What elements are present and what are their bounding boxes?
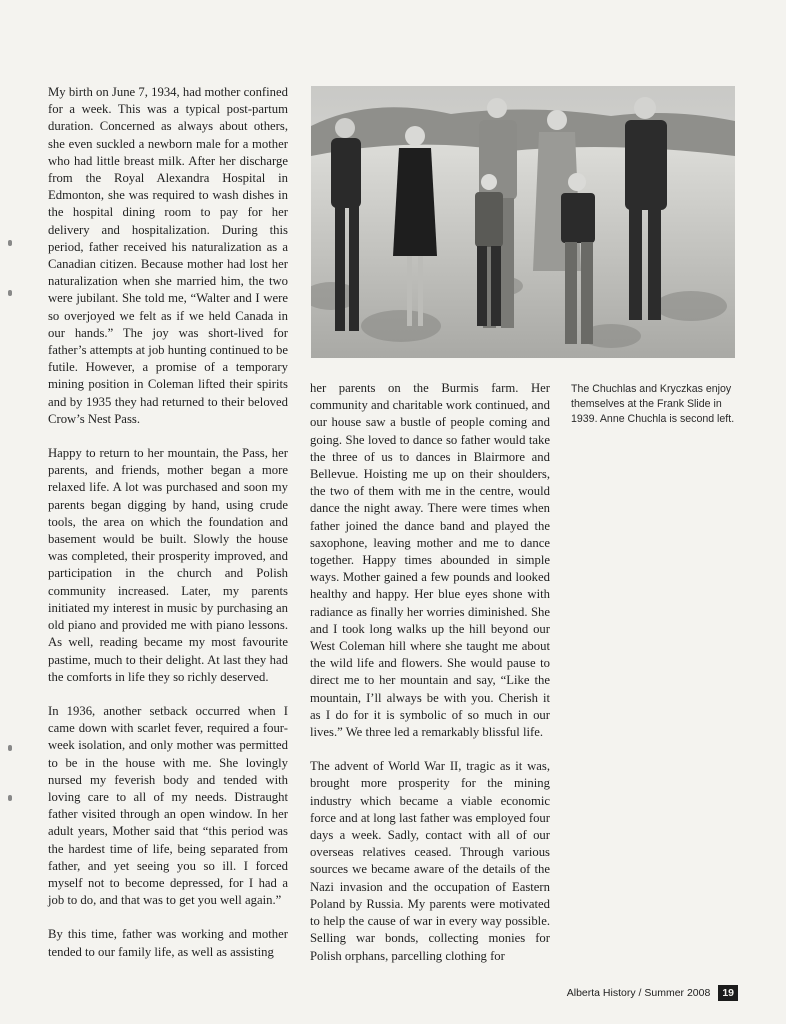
paragraph: Happy to return to her mountain, the Pass, her parents, and friends, mother began a more relaxed life. A lot was purchased and soon my parents began digging by hand, using crude tools, the area on which the foundation and basement would be built. Slowly the house was completed, their prosperity improved, and participation in the church and Polish community increased. Later, my parents initiated my interest in music by purchasing an old piano and provided me with piano lessons. As well, reading became my most favourite pastime, much to their delight. At last they had the comforts in life they so richly deserved. — [48, 446, 288, 684]
scan-mark — [8, 745, 12, 751]
scan-mark — [8, 290, 12, 296]
paragraph: My birth on June 7, 1934, had mother confined for a week. This was a typical post-partum duration. Concerned as always about others, she even suckled a newborn male for a mother who had little breast milk. After her discharge from the Royal Alexandra Hospital in Edmonton, she was required to wash dishes in the hospital dining room to pay for her delivery and hospitalization. During this period, father received his naturalization as a Canadian citizen. Because mother had lost her naturalization when she married him, the two were jubilant. She told me, “Walter and I were so overjoyed we felt as if we held Canada in our hands.” The joy was short-lived for father’s attempts at job hunting continued to be futile. However, a promise of a temporary mining position in Coleman lifted their spirits and by 1935 they had returned to their beloved Crow’s Nest Pass. — [48, 85, 288, 426]
page-number: 19 — [718, 985, 738, 1001]
paragraph: In 1936, another setback occurred when I came down with scarlet fever, required a four-week isolation, and only mother was permitted to be in the house with me. She lovingly nursed my feverish body and tended with loving care to all of my needs. Distraught father visited through an open window. In her adult years, Mother said that “this period was the hardest time of life, being separated from father, and yet seeing you so ill. I forced myself not to become depressed, for I had a job to do, and that was to get you well again.” — [48, 703, 288, 908]
article-column-2 — [310, 380, 550, 982]
paragraph: The advent of World War II, tragic as it was, brought more prosperity for the mining industry which became a viable economic force and at long last father was employed four days a week. Sadly, contact with all of our overseas relatives ceased. Through various sources we became aware of the details of the Nazi invasion and the occupation of Eastern Poland by Russia. My parents were motivated to help the cause of war in every way possible. Selling war bonds, collecting monies for Polish orphans, parcelling clothing for — [310, 759, 550, 963]
paragraph: her parents on the Burmis farm. Her community and charitable work continued, and our house saw a bustle of people coming and going. She loved to dance so father would take the three of us to dances in Blairmore and Bellevue. Hoisting me up on their shoulders, the two of them with me in the centre, would dance the night away. There were times when father joined the dance band and played the saxophone, leaving mother and me to dance together. Happy times abounded in simple ways. Mother gained a few pounds and looked healthy and happy. Her blue eyes shone with radiance as finally her worries diminished. She and I took long walks up the hill beyond our West Coleman hill where she taught me about the wild life and flowers. She would pause to direct me to her mountain and say, “Like the mountain, I’ll always be with you. Cherish it as I do for it is symbolic of so much in our lives.” We three led a remarkably blissful life. — [310, 381, 550, 740]
scan-mark — [8, 795, 12, 801]
photo-caption: The Chuchlas and Kryczkas enjoy themselves at the Frank Slide in 1939. Anne Chuchla is second left. — [571, 383, 735, 426]
page-footer — [567, 985, 738, 1001]
scan-mark — [8, 240, 12, 246]
publication-label: Alberta History / Summer 2008 — [566, 987, 711, 999]
paragraph: By this time, father was working and mother tended to our family life, as well as assisting — [48, 927, 288, 959]
family-photo — [311, 86, 735, 358]
article-column-1 — [48, 84, 288, 978]
